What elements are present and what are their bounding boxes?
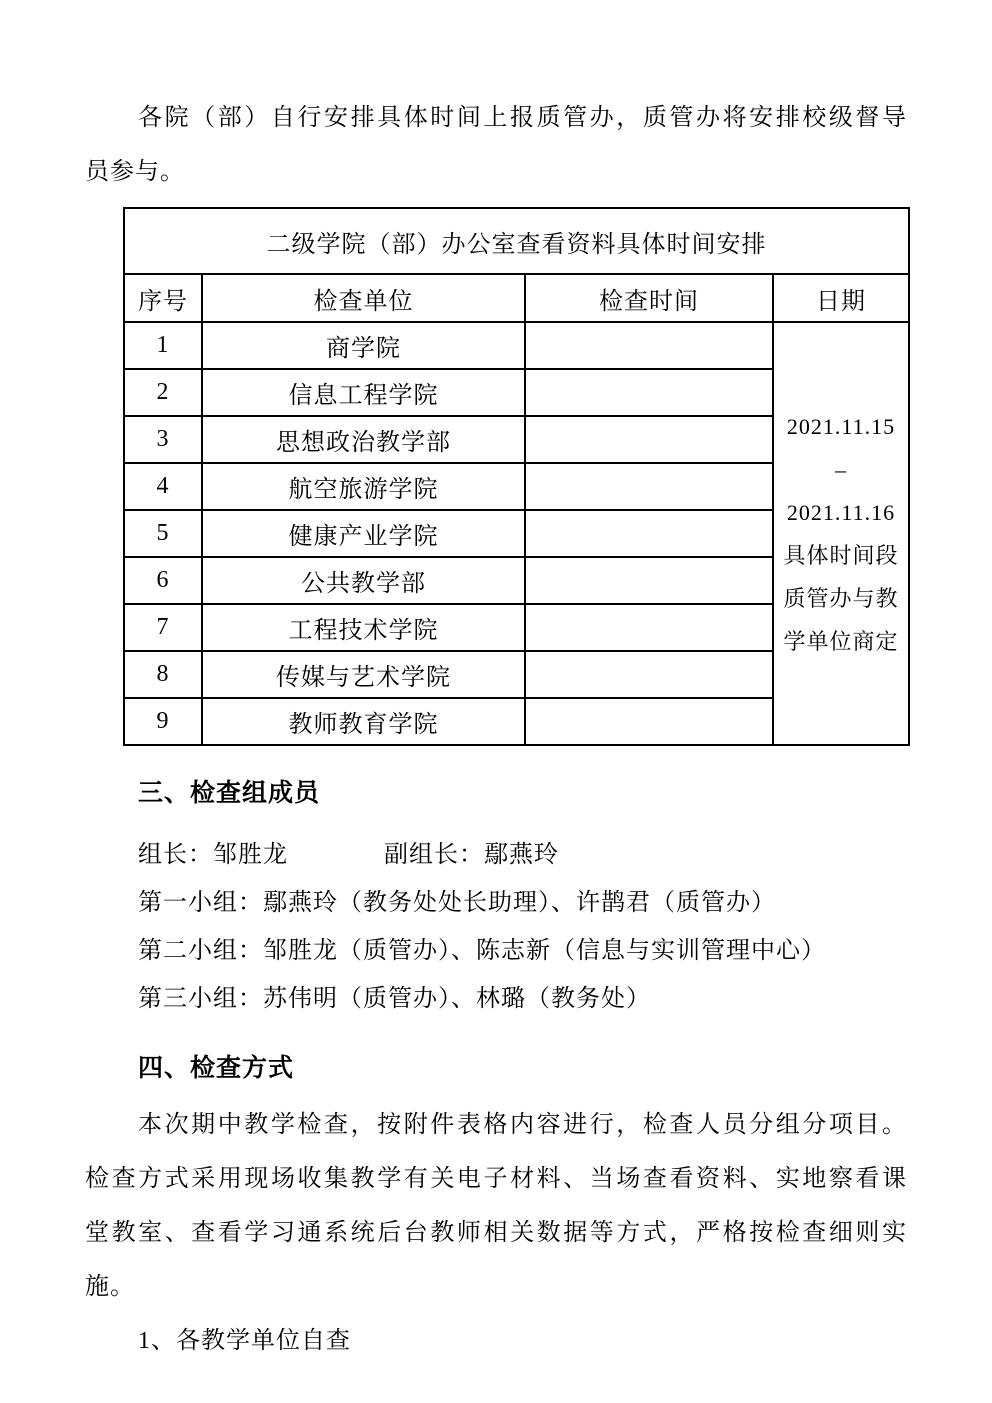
inspection-group-members [85,831,907,1023]
date-line: – [835,456,847,482]
check-time-cell [525,557,773,604]
unit-name-cell: 信息工程学院 [202,369,525,416]
check-time-cell [525,463,773,510]
schedule-table [123,207,910,746]
unit-name-cell: 航空旅游学院 [202,463,525,510]
text-line: 各院（部）自行安排具体时间上报质管办，质管办将安排校级督导 [138,105,907,131]
leader-line [85,831,907,879]
unit-name-cell: 商学院 [202,322,525,369]
row-number-cell: 5 [124,510,202,557]
table-row [124,322,909,369]
section-heading-three: 三、检查组成员 [138,779,321,807]
date-line: 质管办与教 [783,585,899,611]
date-cell [773,322,909,745]
unit-name-cell: 传媒与艺术学院 [202,651,525,698]
unit-name-cell: 教师教育学院 [202,698,525,745]
text-line: 施。 [85,1274,135,1300]
check-time-cell [525,651,773,698]
row-number-cell: 4 [124,463,202,510]
check-time-cell [525,369,773,416]
table-header-row [124,274,909,322]
date-line: 2021.11.16 [786,499,896,525]
date-line: 学单位商定 [783,628,899,654]
unit-name-cell: 思想政治教学部 [202,416,525,463]
table-title: 二级学院（部）办公室查看资料具体时间安排 [124,208,909,274]
row-number-cell: 6 [124,557,202,604]
body-paragraph [85,1098,907,1314]
check-time-cell [525,416,773,463]
group-line: 第二小组：邹胜龙（质管办）、陈志新（信息与实训管理中心） [138,938,826,964]
group-line: 第一小组：鄢燕玲（教务处处长助理）、许鹊君（质管办） [138,890,776,916]
group-line: 第三小组：苏伟明（质管办）、林璐（教务处） [138,986,651,1012]
row-number-cell: 7 [124,604,202,651]
header-cell-unit: 检查单位 [202,274,525,322]
text-line: 检查方式采用现场收集教学有关电子材料、当场查看资料、实地察看课 [85,1166,907,1192]
header-cell-no: 序号 [124,274,202,322]
section-heading-four: 四、检查方式 [138,1054,295,1082]
deputy-leader: 副组长：鄢燕玲 [384,842,559,868]
list-item-self-check: 1、各教学单位自查 [138,1328,351,1354]
group-leader: 组长：邹胜龙 [138,842,288,868]
row-number-cell: 8 [124,651,202,698]
row-number-cell: 1 [124,322,202,369]
unit-name-cell: 公共教学部 [202,557,525,604]
text-line: 本次期中教学检查，按附件表格内容进行，检查人员分组分项目。 [138,1112,907,1138]
check-time-cell [525,698,773,745]
intro-paragraph [85,91,907,199]
date-line: 2021.11.15 [786,413,896,439]
check-time-cell [525,322,773,369]
row-number-cell: 2 [124,369,202,416]
header-cell-date: 日期 [773,274,909,322]
unit-name-cell: 健康产业学院 [202,510,525,557]
row-number-cell: 3 [124,416,202,463]
text-line: 员参与。 [85,159,185,185]
header-cell-time: 检查时间 [525,274,773,322]
check-time-cell [525,510,773,557]
text-line: 堂教室、查看学习通系统后台教师相关数据等方式，严格按检查细则实 [85,1220,907,1246]
check-time-cell [525,604,773,651]
date-line: 具体时间段 [783,542,899,568]
unit-name-cell: 工程技术学院 [202,604,525,651]
row-number-cell: 9 [124,698,202,745]
